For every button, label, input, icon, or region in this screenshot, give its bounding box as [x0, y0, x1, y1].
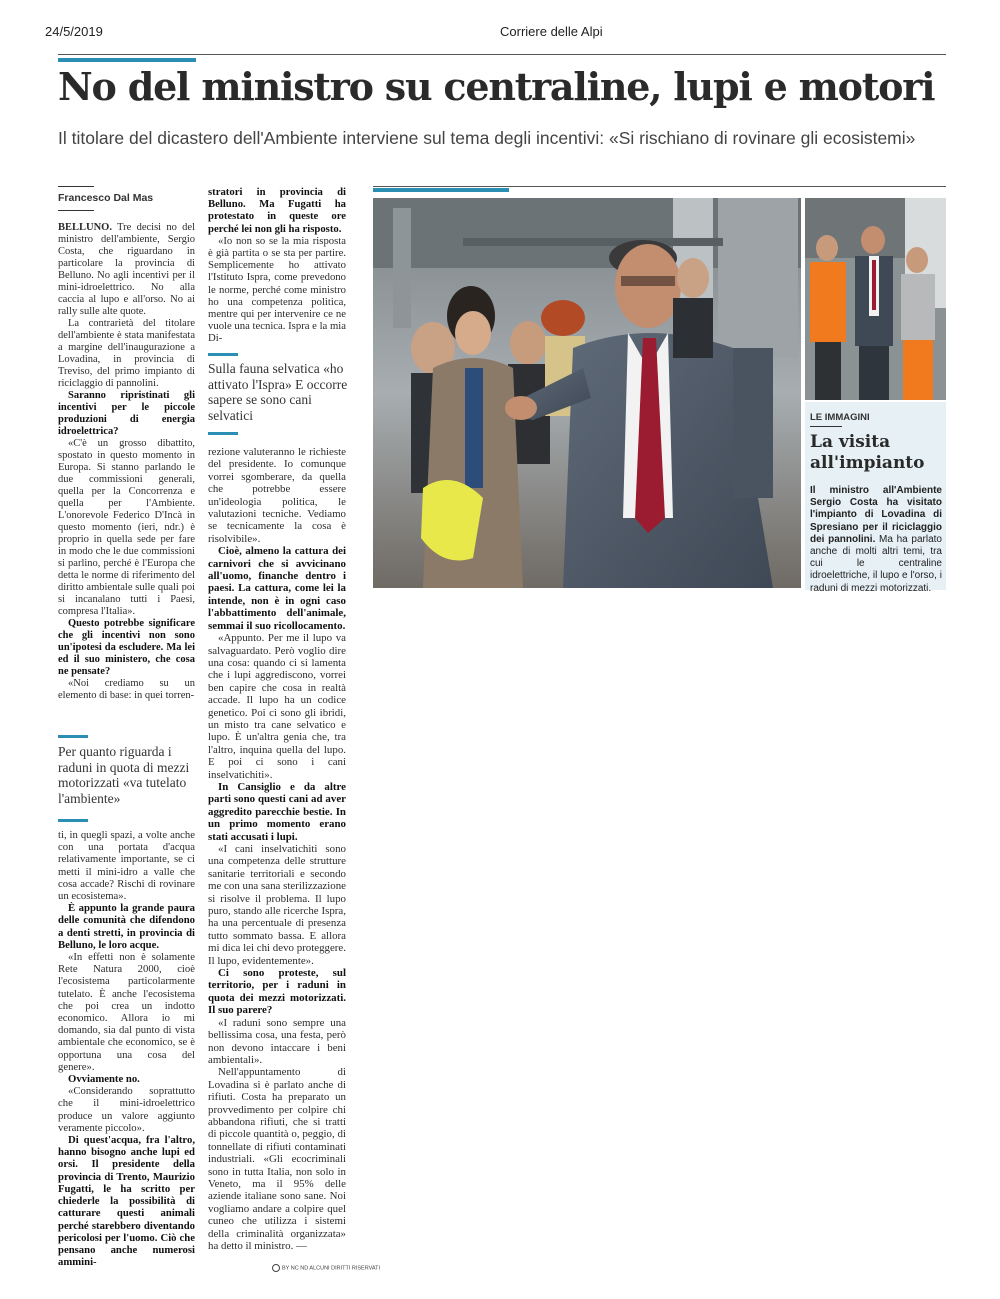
- paragraph: «I raduni sono sempre una bellissima cosa, una festa, però non devono intaccare i beni ambientali».: [208, 1016, 346, 1066]
- lead-paragraph: [58, 222, 195, 318]
- paragraph: «Appunto. Per me il lupo va salvaguardato. Però voglio dire una cosa: quando ci si lamenta che i lupi aggrediscono, vorrei ben capire che cosa in realtà accade. Il lupo ha un codice genetico. Poi ci sono gli ibridi, un misto tra cane selvatico e lupo. È un'altra genia che, tra l'altro, inquina quella del lupo. E poi ci sono i cani inselvatichiti».: [208, 632, 346, 781]
- paragraph: «In effetti non è solamente Rete Natura 2000, cioè l'ecosistema particolarmente tutelato. È anche l'ecosistema che poi crea un indotto economico. Allora io mi domando, sia dal punto di vista ambientale che economico, se è opportuna una cosa del genere».: [58, 951, 195, 1073]
- sidebar-caption: [810, 485, 942, 595]
- interview-question: Cioè, almeno la cattura dei carnivori che si avvicinano all'uomo, finanche dentro i paesi. La cattura, come lei la intende, non è in ogni caso l'abbattimento dell'animale, semmai il suo ricollocamento.: [208, 545, 346, 632]
- paragraph: «Io non so se la mia risposta è già partita o se sta per partire. Semplicemente ho attivato l'Istituto Ispra, come prevedono le norme, perché come ministro ho una competenza politica, mentre qui per intervenire ce ne vuole una tecnica. Ispra e la mia Di-: [208, 234, 346, 345]
- pull-quote-2-bar: [208, 353, 238, 356]
- paragraph: rezione valuteranno le richieste del presidente. Io comunque vorrei sgomberare, da quella che potrebbe essere un'ideologia politica, le valutazioni tecniche. Vediamo se tecnicamente la cosa è risolvibile».: [208, 446, 346, 545]
- article-headline: No del ministro su centraline, lupi e motori: [58, 64, 935, 109]
- pull-quote-1-bar-bottom: [58, 819, 88, 822]
- sidebar-title: La visita all'impianto: [810, 432, 925, 473]
- interview-question: Di quest'acqua, fra l'altro, hanno bisogno anche lupi ed orsi. Il presidente della provincia di Trento, Maurizio Fugatti, le ha scritto per chiederle la possibilità di catturare questi animali perché starebbero diventando pericolosi per l'uomo. Ciò che pensano anche numerosi ammini-: [58, 1134, 195, 1269]
- article-subheadline: Il titolare del dicastero dell'Ambiente interviene sul tema degli incentivi: «Si rischiano di rovinare gli ecosistemi»: [58, 128, 916, 148]
- sidebar-caption-lead: Il ministro all'Ambiente Sergio Costa ha visitato l'impianto di Lovadina di Spresiano per il riciclaggio dei pannolini.: [810, 485, 942, 545]
- byline-rule-bottom: [58, 210, 94, 211]
- page-date: 24/5/2019: [45, 24, 103, 39]
- pull-quote-1-bar: [58, 735, 88, 738]
- photo-section-accent: [373, 188, 509, 192]
- copyright-notice: [272, 1264, 380, 1272]
- column-1-top: [58, 222, 195, 702]
- dateline: BELLUNO.: [58, 222, 112, 233]
- paragraph: «I cani inselvatichiti sono una competenza delle strutture sanitarie territoriali e secondo me con una sana sterilizzazione si risolve il problema. Il lupo puro, stando alle ricerche Ispra, ha una percentuale di presenza tutto sommato bassa. E allora mi dica lei chi devo proteggere. Il lupo, evidentemente».: [208, 843, 346, 967]
- column-2-bottom: [208, 446, 346, 1252]
- side-photo-group: [805, 198, 946, 400]
- paragraph: «C'è un grosso dibattito, spostato in questo momento in Europa. Si stanno parlando le due commissioni generali, quella per la Concorrenza e quella per l'Ambiente. L'onorevole Federico D'Incà in questo momento (ieri, ndr.) è proprio in quella sede per fare in modo che le due commissioni si parlino, perché è l'Europa che detta le norme di riferimento del diritto ambientale sulle quali poi si incanalano tutti i Paesi, compresa l'Italia».: [58, 438, 195, 617]
- column-1-bottom: [58, 829, 195, 1268]
- paragraph: Nell'appuntamento di Lovadina si è parlato anche di rifiuti. Costa ha preparato un provvedimento per colpire chi abbandona rifiuti, che si tratti di piccole quantità o, peggio, di tonnellate di rifiuti contaminati industriali. «Gli ecocriminali sono in tutta Italia, non solo in Veneto, ma il 95% delle aziende italiane sono sane. Noi vogliamo andare a colpire quel cuneo che utilizza i sistemi della criminalità organizzata» ha detto il ministro. —: [208, 1066, 346, 1252]
- interview-question: stratori in provincia di Belluno. Ma Fugatti ha protestato in queste ore perché lei non gli ha risposto.: [208, 186, 346, 235]
- sidebar-caption-rest: Ma ha parlato anche di molti altri temi, tra cui le centraline idroelettriche, il lupo e l'orso, i raduni di mezzi motorizzati.: [810, 533, 942, 594]
- sidebar-label-rule: [810, 426, 842, 427]
- paragraph: «Noi crediamo su un elemento di base: in quei torren-: [58, 678, 195, 701]
- paragraph: «Considerando soprattutto che il mini-idroelettrico produce un valore aggiunto veramente piccolo».: [58, 1085, 195, 1134]
- byline-rule-top: [58, 186, 94, 187]
- interview-question: Ci sono proteste, sul territorio, per i raduni in quota dei mezzi motorizzati. Il suo parere?: [208, 967, 346, 1017]
- newspaper-name: Corriere delle Alpi: [500, 24, 603, 39]
- header-rule: [58, 54, 946, 55]
- main-photo-minister-visit: [373, 198, 801, 588]
- sidebar-label: LE IMMAGINI: [810, 412, 870, 423]
- lead-text: Tre decisi no del ministro dell'ambiente, Sergio Costa, che riguardano in particolare la provincia di Belluno. No agli incentivi per il mini-idroelettrico. No alla caccia al lupo e all'orso. No ai rally sulle alte quote.: [58, 222, 195, 317]
- photo-section-rule: [373, 186, 946, 187]
- interview-question: È appunto la grande paura delle comunità che difendono a denti stretti, in provincia di Belluno, le loro acque.: [58, 902, 195, 951]
- interview-question: Questo potrebbe significare che gli incentivi non sono un'ipotesi da escludere. Ma lei ed il suo ministero, che cosa ne pensate?: [58, 618, 195, 677]
- copyright-text: BY NC ND ALCUNI DIRITTI RISERVATI: [282, 1265, 380, 1272]
- pull-quote-2: Sulla fauna selvatica «ho attivato l'Ispra» E occorre sapere se sono cani selvatici: [208, 361, 348, 423]
- interview-question: Saranno ripristinati gli incentivi per le piccole produzioni di energia idroelettrica?: [58, 390, 195, 437]
- paragraph: La contrarietà del titolare dell'ambiente è stata manifestata a margine dell'inaugurazione a Lovadina, in provincia di Treviso, del primo impianto di riciclaggio di pannolini.: [58, 318, 195, 389]
- headline-accent-bar: [58, 58, 196, 62]
- pull-quote-2-bar-bottom: [208, 432, 238, 435]
- interview-question: In Cansiglio e da altre parti sono questi cani ad aver aggredito parecchie bestie. In un primo momento erano stati accusati i lupi.: [208, 780, 346, 843]
- interview-question: Ovviamente no.: [68, 1073, 140, 1086]
- pull-quote-1: Per quanto riguarda i raduni in quota di mezzi motorizzati «va tutelato l'ambiente»: [58, 744, 190, 806]
- creative-commons-icon: [272, 1264, 280, 1272]
- column-2-top: [208, 186, 346, 345]
- paragraph: ti, in quegli spazi, a volte anche con una portata d'acqua relativamente importante, se ci metti il mini-idro a valle che cosa accade? Rischi di rovinare un ecosistema».: [58, 829, 195, 903]
- article-byline: Francesco Dal Mas: [58, 192, 154, 204]
